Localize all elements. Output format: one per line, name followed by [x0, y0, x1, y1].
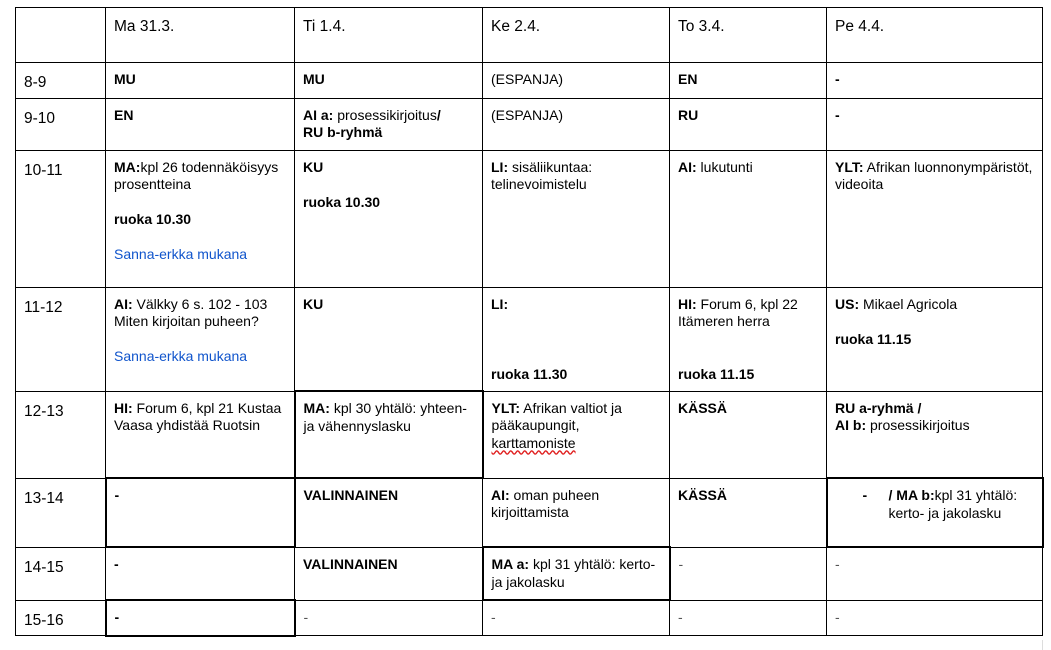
day-header-mon[interactable]: Ma 31.3.: [106, 8, 295, 63]
time-cell[interactable]: 14-15: [16, 547, 106, 600]
cell-mon-13-14[interactable]: -: [106, 478, 295, 547]
day-header-thu[interactable]: To 3.4.: [670, 8, 827, 63]
lesson-text: lukutunti: [696, 158, 753, 175]
cell-thu-15-16[interactable]: -: [670, 600, 827, 636]
schedule-table: [15, 7, 1044, 637]
cell-wed-9-10[interactable]: (ESPANJA): [483, 98, 670, 150]
cell-wed-13-14[interactable]: [483, 478, 670, 547]
subject-label: KU: [303, 158, 324, 175]
cell-wed-12-13[interactable]: [483, 391, 670, 478]
subject-label: LI:: [491, 295, 509, 312]
table-row: [16, 547, 1043, 600]
lesson-text: kpl 30 yhtälö: yhteen- ja vähennyslasku: [303, 400, 467, 434]
lesson-text: Forum 6, kpl 22 Itämeren herra: [678, 295, 798, 329]
cell-mon-15-16[interactable]: -: [106, 600, 295, 636]
subject-label: US:: [835, 295, 860, 312]
cell-mon-8-9[interactable]: MU: [106, 63, 295, 99]
cell-thu-13-14[interactable]: KÄSSÄ: [670, 478, 827, 547]
day-header-tue[interactable]: Ti 1.4.: [295, 8, 483, 63]
time-cell[interactable]: 9-10: [16, 98, 106, 150]
subject-label: AI b:: [835, 417, 867, 433]
lunch-time: ruoka 10.30: [303, 193, 381, 210]
table-row: [16, 391, 1043, 478]
note-text: Sanna-erkka mukana: [114, 348, 248, 364]
table-row: [16, 98, 1043, 150]
cell-mon-11-12[interactable]: [106, 287, 295, 391]
lunch-time: ruoka 11.15: [835, 330, 912, 347]
lesson-text: Afrikan valtiot ja pääkaupungit,: [491, 399, 622, 433]
cell-fri-9-10[interactable]: -: [827, 98, 1043, 150]
table-row: [16, 63, 1043, 99]
subject-label: HI:: [114, 399, 133, 416]
cell-fri-13-14[interactable]: [827, 478, 1043, 547]
subject-label: MA:: [303, 400, 330, 416]
subject-label: LI:: [491, 158, 509, 175]
cell-tue-14-15[interactable]: VALINNAINEN: [295, 547, 483, 600]
cell-fri-8-9[interactable]: -: [827, 63, 1043, 99]
table-row: [16, 150, 1043, 287]
corner-cell: [16, 8, 106, 63]
cell-mon-10-11[interactable]: [106, 150, 295, 287]
cell-tue-12-13[interactable]: [295, 391, 483, 478]
cell-wed-15-16[interactable]: -: [483, 600, 670, 636]
cell-tue-15-16[interactable]: -: [295, 600, 483, 636]
cell-tue-9-10[interactable]: [295, 98, 483, 150]
cell-mon-9-10[interactable]: EN: [106, 98, 295, 150]
day-header-fri[interactable]: Pe 4.4.: [827, 8, 1043, 63]
subject-label: AI:: [678, 158, 697, 175]
cell-wed-11-12[interactable]: [483, 287, 670, 391]
lesson-text: Välkky 6 s. 102 - 103 Miten kirjoitan puheen?: [114, 295, 268, 329]
note-text: Sanna-erkka mukana: [114, 246, 248, 262]
subject-label: YLT:: [491, 399, 521, 416]
lesson-text: kpl 31 yhtälö: kerto- ja jakolasku: [888, 487, 1018, 521]
cell-fri-15-16[interactable]: -: [827, 600, 1043, 636]
subject-label: KÄSSÄ: [678, 399, 728, 416]
lesson-text: prosessikirjoitus: [866, 417, 970, 433]
lesson-text: prosessikirjoitus: [333, 106, 437, 123]
cell-thu-12-13[interactable]: [670, 391, 827, 478]
bullet-marker: -: [862, 487, 868, 503]
cell-thu-14-15[interactable]: -: [670, 547, 827, 600]
day-header-wed[interactable]: Ke 2.4.: [483, 8, 670, 63]
subject-label: KU: [303, 295, 324, 312]
time-cell[interactable]: 11-12: [16, 287, 106, 391]
cell-fri-10-11[interactable]: [827, 150, 1043, 287]
time-cell[interactable]: 15-16: [16, 600, 106, 636]
subject-label: MA:: [114, 158, 141, 175]
subject-label: YLT:: [835, 158, 864, 175]
lesson-text-spellcheck: karttamoniste: [491, 434, 576, 451]
lesson-text: kpl 31 yhtälö: kerto- ja jakolasku: [491, 556, 656, 590]
cell-fri-14-15[interactable]: -: [827, 547, 1043, 600]
subject-label: HI:: [678, 295, 697, 312]
subject-label: RU a-ryhmä /: [835, 399, 922, 416]
table-row: [16, 600, 1043, 636]
cell-wed-10-11[interactable]: [483, 150, 670, 287]
time-cell[interactable]: 12-13: [16, 391, 106, 478]
cell-thu-9-10[interactable]: RU: [670, 98, 827, 150]
cell-thu-11-12[interactable]: [670, 287, 827, 391]
header-row: [16, 8, 1043, 63]
bullet-item: [836, 487, 1034, 522]
cell-wed-8-9[interactable]: (ESPANJA): [483, 63, 670, 99]
lunch-time: ruoka 10.30: [114, 211, 192, 227]
subject-label: RU b-ryhmä: [303, 124, 383, 140]
time-cell[interactable]: 13-14: [16, 478, 106, 547]
lesson-text: oman puheen kirjoittamista: [491, 486, 600, 520]
cell-thu-8-9[interactable]: EN: [670, 63, 827, 99]
lesson-text: Mikael Agricola: [859, 295, 958, 312]
cell-tue-11-12[interactable]: [295, 287, 483, 391]
cell-tue-10-11[interactable]: [295, 150, 483, 287]
cell-mon-14-15[interactable]: -: [106, 547, 295, 600]
subject-label: AI:: [114, 295, 133, 312]
cell-wed-14-15[interactable]: [483, 547, 670, 600]
subject-label: / MA b:: [888, 487, 935, 503]
lunch-time: ruoka 11.30: [491, 365, 568, 382]
lesson-text: Afrikan luonnonympäristöt, videoita: [835, 158, 1033, 192]
cell-tue-13-14[interactable]: VALINNAINEN: [295, 478, 483, 547]
lesson-text: Forum 6, kpl 21 Kustaa Vaasa yhdistää Ruotsin: [114, 399, 282, 433]
table-row: [16, 287, 1043, 391]
separator: /: [436, 106, 441, 123]
time-cell[interactable]: 10-11: [16, 150, 106, 287]
lesson-text: sisäliikuntaa: telinevoimistelu: [491, 158, 593, 192]
lesson-text: kpl 26 todennäköisyys prosentteina: [114, 158, 279, 192]
subject-label: AI:: [491, 486, 510, 503]
cell-tue-8-9[interactable]: MU: [295, 63, 483, 99]
subject-label: MA a:: [491, 556, 530, 572]
cell-mon-12-13[interactable]: [106, 391, 295, 478]
cell-fri-11-12[interactable]: [827, 287, 1043, 391]
time-cell[interactable]: 8-9: [16, 63, 106, 99]
table-row: [16, 478, 1043, 547]
subject-label: AI a:: [303, 106, 334, 123]
lunch-time: ruoka 11.15: [678, 365, 755, 382]
cell-fri-12-13[interactable]: [827, 391, 1043, 478]
scrollbar-edge[interactable]: [1042, 640, 1051, 650]
cell-thu-10-11[interactable]: [670, 150, 827, 287]
